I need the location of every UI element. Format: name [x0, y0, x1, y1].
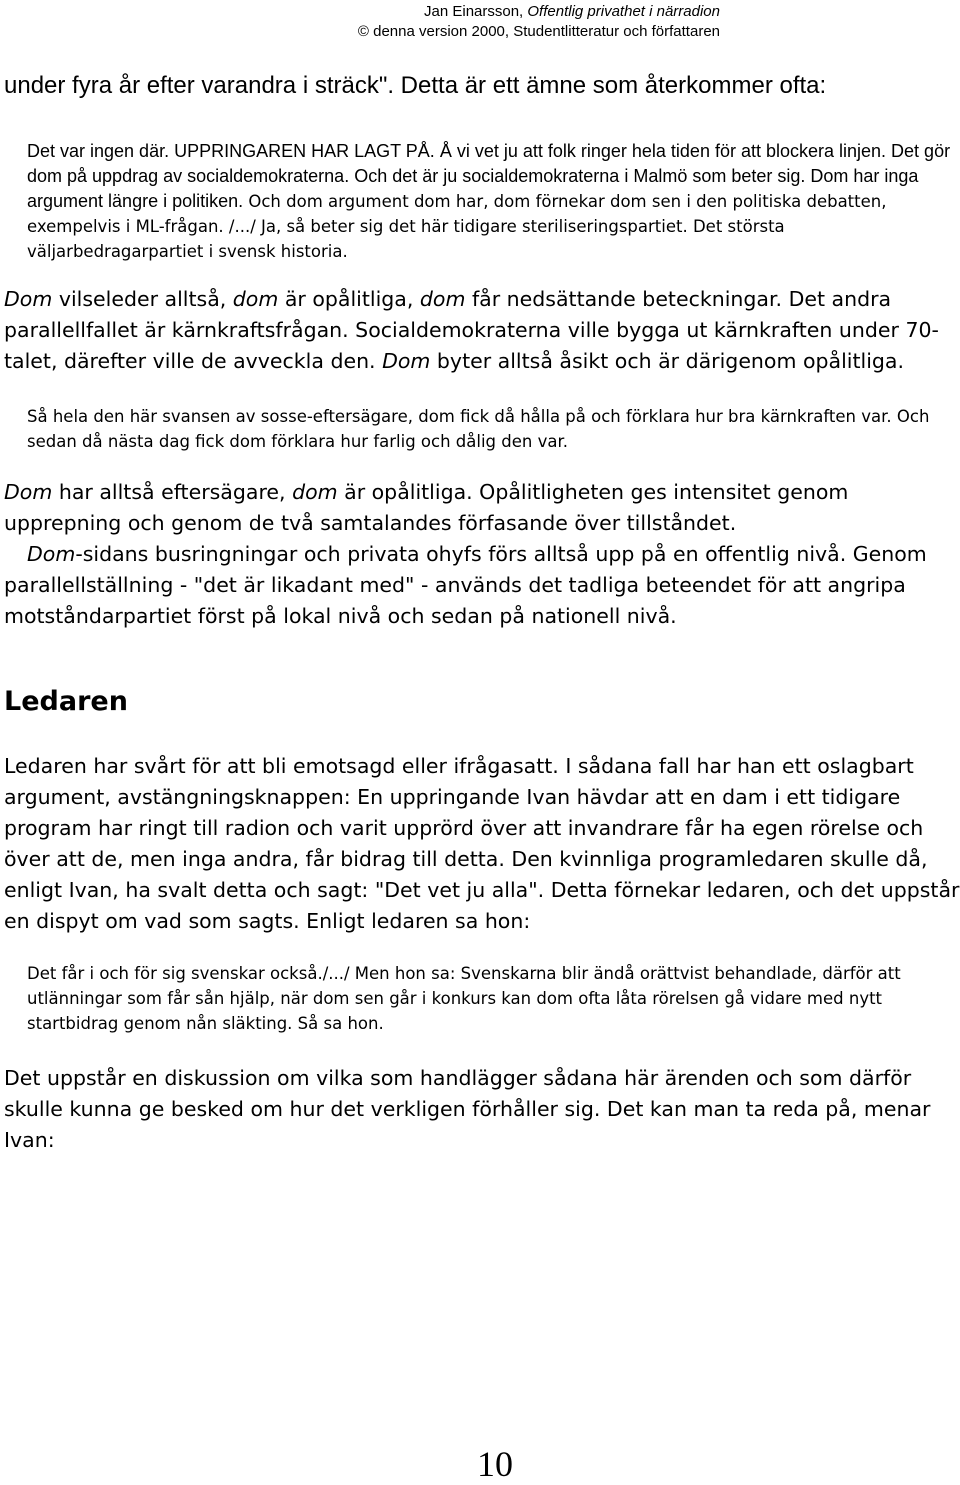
- emphasis-dom: Dom: [27, 542, 76, 566]
- header-copyright: © denna version 2000, Studentlitteratur och författaren: [357, 23, 720, 40]
- paragraph-text: -sidans busringningar och privata ohyfs förs alltså upp på en offentlig nivå. Genom parallellställning - "det är likadant med" - används det tadliga beteendet för att angripa motståndarpartiet först på lokal nivå och sedan på nationell nivå.: [4, 542, 927, 628]
- emphasis-dom: dom: [419, 287, 466, 311]
- paragraph-text: vilseleder alltså,: [52, 287, 233, 311]
- quote-busringning: [4, 139, 960, 264]
- paragraph-text: byter alltså åsikt och är därigenom opålitliga.: [430, 349, 904, 373]
- page-number: 10: [477, 1444, 513, 1484]
- emphasis-dom: Dom: [4, 480, 53, 504]
- quote-startbidrag: Det får i och för sig svenskar också./.../ Men hon sa: Svenskarna blir ändå orättvist behandlade, därför att utlänningar som får sån hjälp, när dom sen går i konkurs kan dom ofta låta rörelsen gå vidare med nytt startbidrag genom nån släkting. Så sa hon.: [27, 964, 901, 1033]
- paragraph-ledaren: Ledaren har svårt för att bli emotsagd eller ifrågasatt. I sådana fall har han ett oslagbart argument, avstängningsknappen: En uppringande Ivan hävdar att en dam i ett tidigare program har ringt till radion och varit upprörd över att invandrare får ha egen rörelse och över att de, men inga andra, får bidrag till detta. Den kvinnliga programledaren skulle då, enligt Ivan, ha svalt detta och sagt: "Det vet ju alla". Detta förnekar ledaren, och det uppstår en dispyt om vad som sagts. Enligt ledaren sa hon:: [4, 754, 960, 933]
- page-header: [260, 2, 720, 42]
- quote-busringning-rest: Och dom argument dom har, dom förnekar dom sen i den politiska debatten, exempelvis i ML-frågan. /.../ Ja, så beter sig det här tidigare steriliseringspartiet. Det största väljarbedragarpartiet i svensk historia.: [27, 192, 887, 261]
- section-heading-ledaren: Ledaren: [4, 686, 128, 717]
- paragraph-diskussion: Det uppstår en diskussion om vilka som handlägger sådana här ärenden och som därför skulle kunna ge besked om hur det verkligen förhåller sig. Det kan man ta reda på, menar Ivan:: [4, 1066, 931, 1152]
- paragraph-text: har alltså eftersägare,: [52, 480, 293, 504]
- paragraph-text: är opålitliga,: [278, 287, 420, 311]
- quote-sosse-eftersagare: Så hela den här svansen av sosse-eftersägare, dom fick då hålla på och förklara hur bra kärnkraften var. Och sedan då nästa dag fick dom förklara hur farlig och dålig den var.: [27, 407, 930, 451]
- paragraph-text: får nedsättande beteckningar. Det andra parallellfallet är kärnkraftsfrågan. Socialdemokraterna ville bygga ut kärnkraften under 70-talet, därefter ville de avveckla den.: [4, 287, 939, 373]
- header-book-title: Offentlig privathet i närradion: [527, 3, 720, 20]
- header-title-line: [260, 2, 720, 22]
- emphasis-dom: Dom: [4, 287, 53, 311]
- emphasis-dom: dom: [232, 287, 279, 311]
- document-body: [4, 70, 960, 1156]
- paragraph-vilseleder: [4, 284, 960, 377]
- header-author: Jan Einarsson,: [424, 3, 528, 20]
- emphasis-dom: Dom: [382, 349, 431, 373]
- paragraph-eftersagare: [4, 477, 960, 632]
- paragraph-text: är opålitliga. Opålitligheten ges intensitet genom upprepning och genom de två samtalandes förfasande över tillståndet.: [4, 480, 849, 535]
- quote-busringning-lead: Det var ingen där. UPPRINGAREN HAR LAGT PÅ. Å vi vet ju att folk ringer hela tiden för att blockera linjen. Det gör dom på uppdrag av socialdemokraterna. Och det är ju socialdemokraterna i Malmö som beter sig. Dom har inga argument längre i politiken.: [27, 141, 951, 211]
- intro-paragraph: under fyra år efter varandra i sträck". Detta är ett ämne som återkommer ofta:: [4, 72, 827, 99]
- emphasis-dom: dom: [292, 480, 338, 504]
